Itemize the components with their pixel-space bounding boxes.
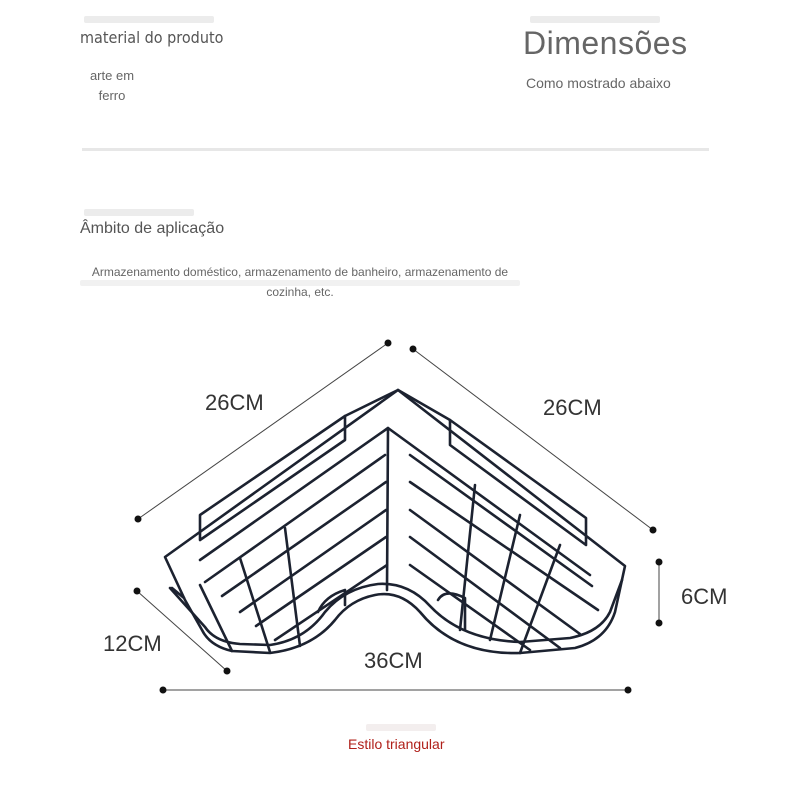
dim-height-label: 6CM: [681, 584, 728, 609]
style-caption: Estilo triangular: [348, 736, 445, 752]
dim-width-label: 36CM: [364, 648, 423, 673]
scope-label: Âmbito de aplicação: [80, 220, 225, 237]
scope-text: Armazenamento doméstico, armazenamento de banheiro, armazenamento de cozinha, etc.: [91, 265, 509, 299]
dim-top-left-label: 26CM: [205, 390, 264, 415]
material-value: arte em ferro: [89, 68, 135, 103]
dim-top-right-label: 26CM: [543, 395, 602, 420]
corner-shelf-illustration: [165, 390, 625, 653]
material-label: material do produto: [80, 28, 224, 47]
dimensions-title: Dimensões: [523, 25, 688, 61]
dimensions-subtitle: Como mostrado abaixo: [526, 75, 671, 91]
dim-depth-label: 12CM: [103, 631, 162, 656]
